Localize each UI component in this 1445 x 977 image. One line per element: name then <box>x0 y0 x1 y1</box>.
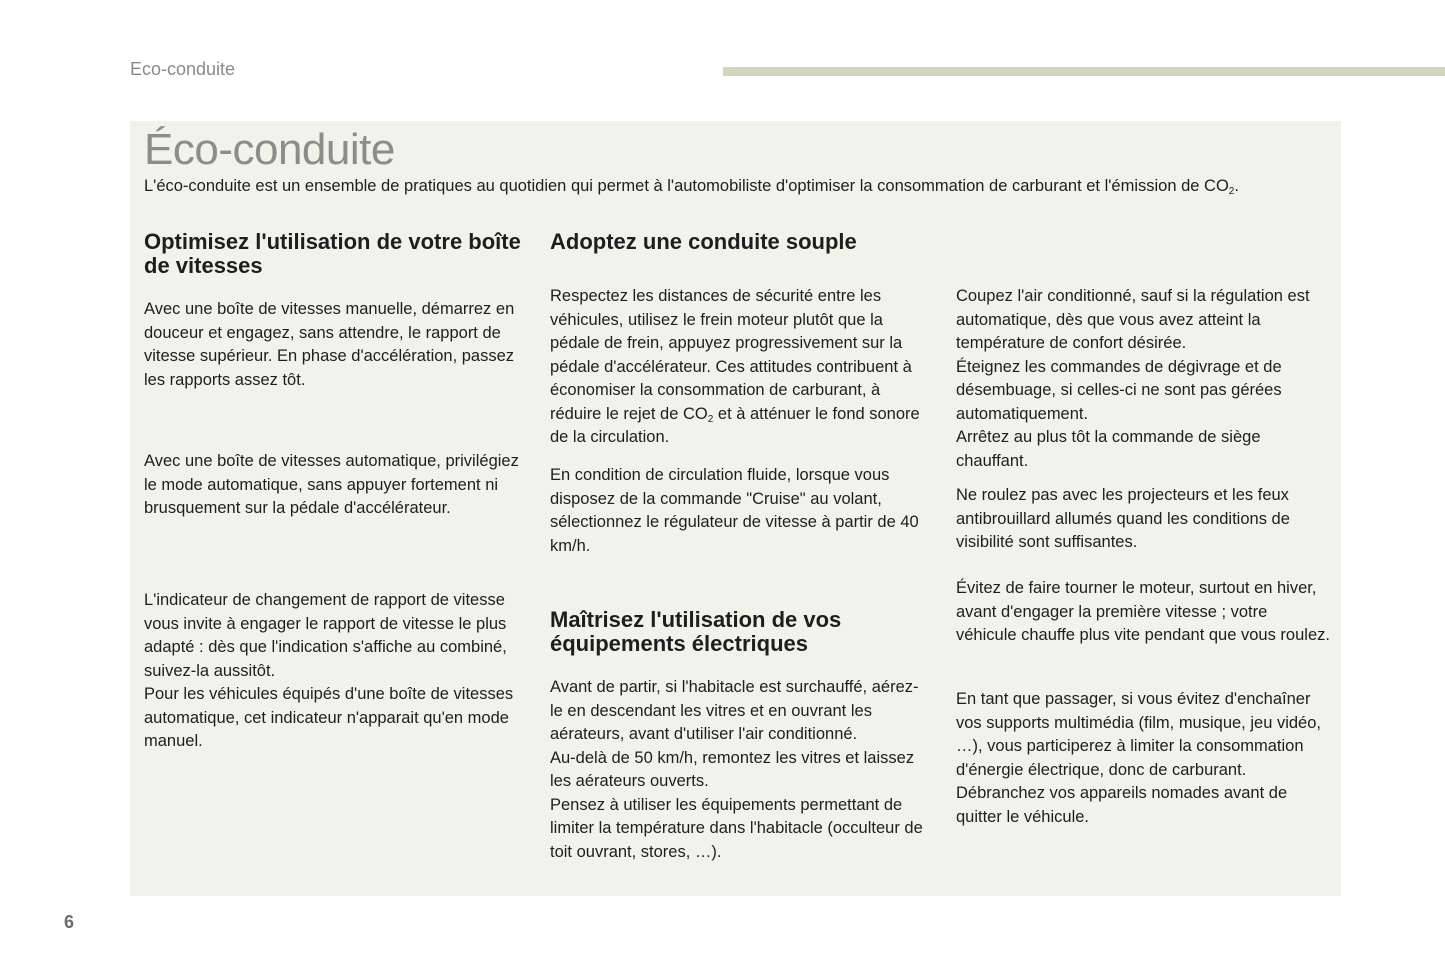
paragraph-ventilation: Avant de partir, si l'habitacle est surchauffé, aérez-le en descendant les vitres et en ouvrant les aérateurs, avant d'utiliser l'air conditionné. <box>550 678 919 743</box>
paragraph-cabin-temperature: Pensez à utiliser les équipements permettant de limiter la température dans l'habitacle (occulteur de toit ouvrant, stores, …). <box>550 795 923 861</box>
intro-end: . <box>1234 177 1239 195</box>
paragraph-safe-distances-a: Respectez les distances de sécurité entre les véhicules, utilisez le frein moteur plutôt que la pédale de frein, appuyez progressivement sur la pédale d'accélérateur. Ces attitudes contribuent à économiser la consommation de carburant, à réduire le rejet de CO <box>550 287 912 423</box>
intro-text: L'éco-conduite est un ensemble de pratiques au quotidien qui permet à l'automobiliste d'optimiser la consommation de carburant et l'émission de CO <box>144 177 1229 195</box>
paragraph-climate-controls <box>956 285 1331 473</box>
heading-smooth-driving: Adoptez une conduite souple <box>550 229 857 254</box>
paragraph-gear-indicator <box>144 589 524 754</box>
paragraph-manual-gearbox: Avec une boîte de vitesses manuelle, démarrez en douceur et engagez, sans attendre, le rapport de vitesse supérieur. En phase d'accélération, passez les rapports assez tôt. <box>144 300 515 389</box>
paragraph-defrosting: Éteignez les commandes de dégivrage et de désembuage, si celles-ci ne sont pas gérées automatiquement. <box>956 357 1282 423</box>
paragraph-automatic-gearbox: Avec une boîte de vitesses automatique, privilégiez le mode automatique, sans appuyer fortement ni brusquement sur la pédale d'accélérateur. <box>144 452 519 517</box>
paragraph-cruise-control: En condition de circulation fluide, lorsque vous disposez de la commande "Cruise" au volant, sélectionnez le régulateur de vitesse à partir de 40 km/h. <box>550 466 919 555</box>
paragraph-engine-idle: Évitez de faire tourner le moteur, surtout en hiver, avant d'engager la première vitesse ; votre véhicule chauffe plus vite pendant que vous roulez. <box>956 579 1330 644</box>
paragraph-safe-distances-sub: 2 <box>707 413 714 425</box>
page-number: 6 <box>64 912 75 932</box>
intro-subscript: 2 <box>1228 186 1235 197</box>
paragraph-passenger-multimedia <box>956 688 1331 829</box>
paragraph-multimedia: En tant que passager, si vous évitez d'enchaîner vos supports multimédia (film, musique, jeu vidéo, …), vous participerez à limiter la consommation d'énergie électrique, donc de carburant. <box>956 690 1321 779</box>
paragraph-mobile-devices: Débranchez vos appareils nomades avant de quitter le véhicule. <box>956 784 1288 826</box>
paragraph-gear-indicator-line2: Pour les véhicules équipés d'une boîte de vitesses automatique, cet indicateur n'apparait qu'en mode manuel. <box>144 685 514 750</box>
section-header-label: Eco-conduite <box>130 59 236 79</box>
paragraph-gear-indicator-line1: L'indicateur de changement de rapport de vitesse vous invite à engager le rapport de vitesse le plus adapté : dès que l'indication s'affiche au combiné, suivez-la aussitôt. <box>144 591 507 680</box>
header-accent-bar <box>723 67 1445 76</box>
heading-electrical-equipment: Maîtrisez l'utilisation de vos équipements électriques <box>550 607 842 656</box>
heading-gearbox: Optimisez l'utilisation de votre boîte de vitesses <box>144 229 521 278</box>
paragraph-heated-seat: Arrêtez au plus tôt la commande de siège chauffant. <box>956 428 1261 470</box>
page-title: Éco-conduite <box>144 125 395 174</box>
paragraph-safe-distances <box>550 285 925 450</box>
intro-paragraph <box>144 174 1324 198</box>
paragraph-windows: Au-delà de 50 km/h, remontez les vitres et laissez les aérateurs ouverts. <box>550 748 915 790</box>
paragraph-headlamps: Ne roulez pas avec les projecteurs et les feux antibrouillard allumés quand les conditions de visibilité sont suffisantes. <box>956 486 1290 551</box>
paragraph-electrical-equipment <box>550 676 925 864</box>
paragraph-safe-distances-b: et à atténuer le fond sonore de la circulation. <box>550 404 920 446</box>
paragraph-air-conditioning: Coupez l'air conditionné, sauf si la régulation est automatique, dès que vous avez atteint la température de confort désirée. <box>956 287 1310 352</box>
